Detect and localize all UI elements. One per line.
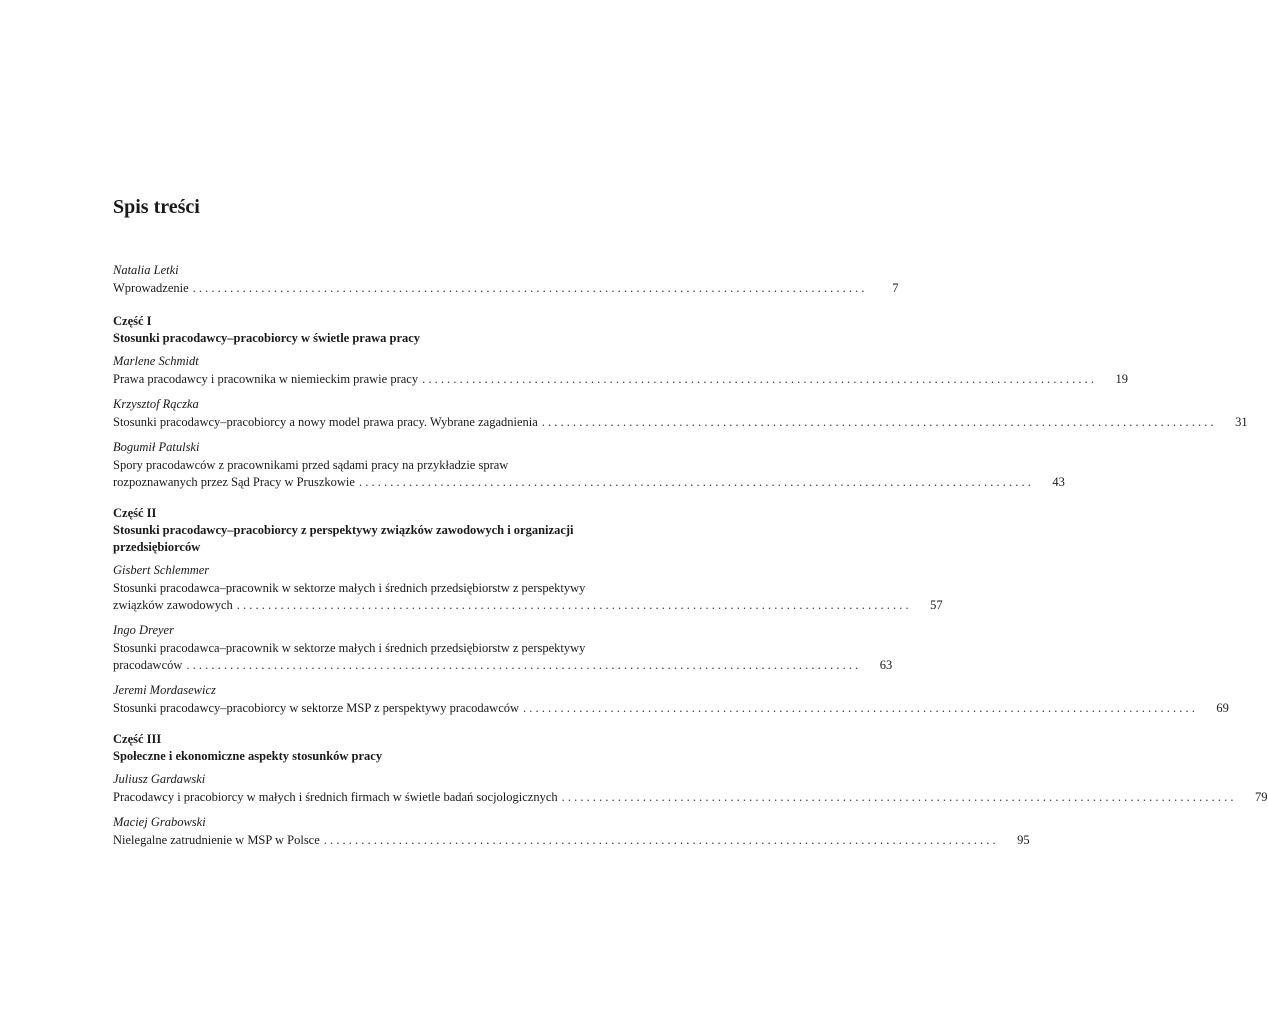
page-number: 57 xyxy=(930,598,943,612)
entry-author: Ingo Dreyer xyxy=(113,623,174,637)
page-number: 63 xyxy=(879,658,893,672)
part-title: Stosunki pracodawcy–pracobiorcy w świetle prawa pracy xyxy=(113,331,421,345)
entry-title: Pracodawcy i pracobiorcy w małych i średnich firmach w świetle badań socjologicznych xyxy=(113,790,558,804)
toc-entry xyxy=(113,682,1229,717)
entry-title-line: Spory pracodawców z pracownikami przed sądami pracy na przykładzie spraw xyxy=(113,458,509,472)
page-number: 79 xyxy=(1255,790,1268,804)
entry-title: związków zawodowych xyxy=(113,598,233,612)
toc-entry xyxy=(113,353,1128,388)
dot-leader xyxy=(189,280,869,297)
entry-title-line[interactable] xyxy=(113,700,1229,717)
entry-author: Maciej Grabowski xyxy=(113,815,206,829)
entry-author: Juliusz Gardawski xyxy=(113,772,206,786)
entry-title: Stosunki pracodawcy–pracobiorcy a nowy model prawa pracy. Wybrane zagadnienia xyxy=(113,415,538,429)
dot-leader xyxy=(355,474,1035,491)
entry-title: Prawa pracodawcy i pracownika w niemieckim prawie pracy xyxy=(113,372,419,386)
entry-title: rozpoznawanych przez Sąd Pracy w Pruszkowie xyxy=(113,475,355,489)
toc-entry xyxy=(113,622,893,674)
entry-author: Natalia Letki xyxy=(113,263,179,277)
entry-author: Gisbert Schlemmer xyxy=(113,563,210,577)
part-2 xyxy=(113,505,1229,717)
toc-entry xyxy=(113,814,1030,849)
toc-entry xyxy=(113,396,1248,431)
dot-leader xyxy=(558,789,1238,806)
page-number: 7 xyxy=(892,281,899,295)
part-title: Stosunki pracodawcy–pracobiorcy z perspektywy związków zawodowych i organizacji xyxy=(113,523,574,537)
entry-author: Bogumił Patulski xyxy=(113,440,200,454)
entry-title-line[interactable] xyxy=(113,371,1128,388)
table-of-contents xyxy=(113,262,1268,851)
entry-title-line[interactable] xyxy=(113,832,1030,849)
dot-leader xyxy=(418,371,1098,388)
part-label: Część II xyxy=(113,506,157,520)
part-title: przedsiębiorców xyxy=(113,540,201,554)
part-1 xyxy=(113,313,1248,491)
entry-author: Marlene Schmidt xyxy=(113,354,199,368)
part-label: Część III xyxy=(113,732,162,746)
page-title: Spis treści xyxy=(113,196,200,218)
dot-leader xyxy=(538,414,1218,431)
toc-entry-intro xyxy=(113,262,899,297)
dot-leader xyxy=(519,700,1199,717)
dot-leader xyxy=(233,597,913,614)
entry-title: pracodawców xyxy=(113,658,183,672)
entry-title-line[interactable] xyxy=(113,789,1268,806)
part-3 xyxy=(113,731,1268,849)
toc-entry xyxy=(113,562,943,614)
entry-title-line[interactable] xyxy=(113,474,1065,491)
page-number: 43 xyxy=(1052,475,1065,489)
part-label: Część I xyxy=(113,314,152,328)
entry-title: Nielegalne zatrudnienie w MSP w Polsce xyxy=(113,833,320,847)
page-number: 19 xyxy=(1115,372,1128,386)
entry-author: Krzysztof Rączka xyxy=(113,397,199,411)
entry-title-line: Stosunki pracodawca–pracownik w sektorze małych i średnich przedsiębiorstw z perspektywy xyxy=(113,581,586,595)
page-number: 31 xyxy=(1235,415,1248,429)
entry-title: Stosunki pracodawcy–pracobiorcy w sektorze MSP z perspektywy pracodawców xyxy=(113,701,520,715)
toc-entry xyxy=(113,439,1065,491)
dot-leader xyxy=(320,832,1000,849)
page-number: 69 xyxy=(1216,701,1229,715)
entry-title-line: Stosunki pracodawca–pracownik w sektorze małych i średnich przedsiębiorstw z perspektywy xyxy=(113,641,586,655)
entry-title-line[interactable] xyxy=(113,280,899,297)
entry-title-line[interactable] xyxy=(113,657,893,674)
entry-title: Wprowadzenie xyxy=(113,281,189,295)
part-title: Społeczne i ekonomiczne aspekty stosunków pracy xyxy=(113,749,383,763)
entry-title-line[interactable] xyxy=(113,597,943,614)
entry-author: Jeremi Mordasewicz xyxy=(113,683,216,697)
dot-leader xyxy=(182,657,862,674)
entry-title-line[interactable] xyxy=(113,414,1248,431)
toc-entry xyxy=(113,771,1268,806)
page-number: 95 xyxy=(1017,833,1030,847)
